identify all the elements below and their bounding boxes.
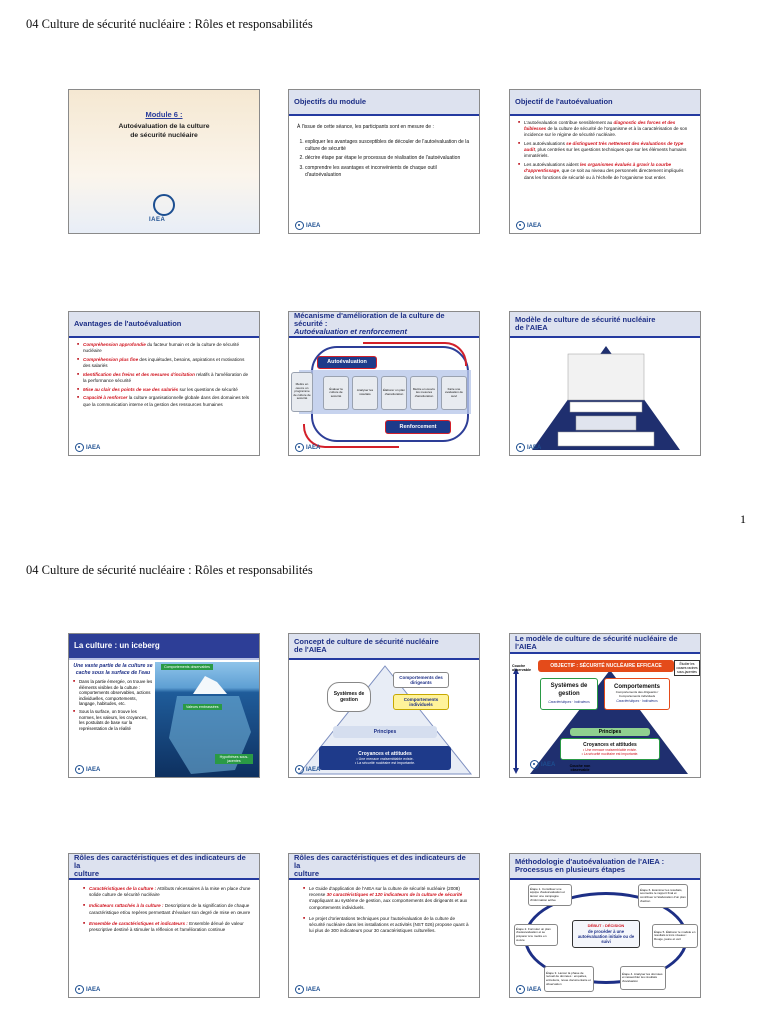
- renforcement-label: Renforcement: [385, 420, 451, 434]
- principes-band: Principes: [333, 726, 437, 738]
- slide-intro: À l'issue de cette séance, les participants sont en mesure de :: [297, 124, 434, 130]
- list-item: ■ Identification des freins et des mesures d'incitation relatifs à l'amélioration de la performance sécurité: [77, 372, 251, 384]
- cycle-step: Mettre en œuvre un programme de culture de sécurité: [291, 372, 313, 412]
- list-item: ■ Dans la partie émergée, on trouve les éléments visibles de la culture : comportements observables, actions individuelles, comportements, langage, habitudes, etc.: [73, 679, 153, 707]
- list-item: 3. comprendre les avantages et inconvénients de chaque outil d'autoévaluation: [305, 165, 471, 179]
- page-number: 1: [740, 512, 746, 526]
- slide-footer-logo: IAEA: [516, 221, 541, 230]
- slide-title: Méthodologie d'autoévaluation de l'AIEA : Processus en plusieurs étapes: [510, 854, 700, 880]
- comportements-dirigeants: Comportements des dirigeants: [393, 672, 449, 688]
- slide-title: Objectifs du module: [289, 90, 479, 116]
- list-item: ■ Les autoévaluations se distinguent très nettement des évaluations de type audit, plus centrées sur les questions techniques que sur les éléments humains immatériels.: [518, 141, 692, 160]
- couche-observable: Couche observable: [512, 664, 531, 672]
- list-item: ■ Compréhension approfondie du facteur humain et de la culture de sécurité nucléaire: [77, 342, 251, 354]
- list-item: ■ Mise au clair des points de vue des salariés sur les questions de sécurité: [77, 387, 251, 393]
- comportements: Comportements Comportements des dirigeants / Comportements individuels Caractéristiques · Indicateurs: [604, 678, 670, 710]
- iaea-logo-text: IAEA: [149, 217, 166, 223]
- iaea-logo-icon: [295, 443, 304, 452]
- process-step: Étape 2. Formuler un plan d'autoévaluation et se préparer à le mettre en œuvre: [514, 924, 558, 946]
- slide-title: Rôles des caractéristiques et des indicateurs de la culture: [289, 854, 479, 880]
- iaea-logo-icon: [295, 985, 304, 994]
- list-item: ■ Capacité à renforcer la culture organisationnelle globale dans des domaines tels que la communication interne et la gestion des ressources humaines: [77, 395, 251, 407]
- autoevaluation-label: Autoévaluation: [317, 356, 377, 369]
- objectif-banner: OBJECTIF : SÉCURITÉ NUCLÉAIRE EFFICACE: [538, 660, 674, 672]
- slide-mecanisme-amelioration: [288, 311, 480, 456]
- list-item: ■ Ensemble de caractéristiques et indicateurs : Ensemble dénué de valeur prescriptive destiné à stimuler la réflexion et l'amélioration continue: [83, 921, 251, 933]
- slide-module-6-cover: [68, 89, 260, 234]
- slide-footer-logo: IAEA: [516, 443, 541, 452]
- cycle-step: Faire une évaluation de suivi: [441, 376, 467, 410]
- slide-objectifs-module: [288, 89, 480, 234]
- iaea-logo-icon: [516, 985, 525, 994]
- page-header: 04 Culture de sécurité nucléaire : Rôles et responsabilités: [26, 17, 313, 31]
- cycle-step: Évaluer la culture de sécurité: [323, 376, 349, 410]
- list-item: ■ Sous la surface, on trouve les normes, les valeurs, les croyances, les postulats de base sur la représentation de la réalité: [73, 709, 153, 731]
- process-step: Étape 3. Lancer la phase de recueil de données : enquêtes, entretiens, revue documentaire et observation: [544, 966, 594, 992]
- return-arrow-top: [363, 342, 467, 366]
- comportements-individuels: Comportements individuels: [393, 694, 449, 710]
- concept-diagram: [289, 662, 480, 778]
- label-hypotheses-sous-jacentes: Hypothèses sous-jacentes: [215, 754, 253, 764]
- bullet-list: [73, 679, 153, 731]
- croyances-attitudes: Croyances et attitudes • Une menace vraisemblable existe. • La sécurité nucléaire est importante.: [319, 746, 451, 770]
- slide-footer-logo: IAEA: [530, 760, 555, 769]
- slide-concept-culture-aiea: [288, 633, 480, 778]
- slide-title: Mécanisme d'amélioration de la culture de sécurité : Autoévaluation et renforcement: [289, 312, 479, 338]
- slide-footer-logo: IAEA: [75, 765, 100, 774]
- slide-methodologie-autoevaluation: [509, 853, 701, 998]
- list-item: 1. expliquer les avantages susceptibles de découler de l'autoévaluation de la culture de sécurité: [305, 139, 471, 153]
- slide-modele-culture-aiea: [509, 311, 701, 456]
- objectives-list: [297, 139, 471, 179]
- slide-title: Modèle de culture de sécurité nucléaire de l'AIEA: [510, 312, 700, 338]
- process-step: Étape 5. Élaborer le modèle en résultats à trois niveaux : Rouge, jaune et vert: [652, 924, 698, 948]
- list-item: ■ Caractéristiques de la culture : Attributs nécessaires à la mise en place d'une solide culture de sécurité nucléaire: [83, 886, 251, 898]
- slide-title: Avantages de l'autoévaluation: [69, 312, 259, 338]
- iceberg-lead: Une vaste partie de la culture se cache sous la surface de l'eau: [73, 663, 153, 676]
- slide-title: La culture : un iceberg: [69, 634, 259, 660]
- list-item: ■ Le Guide d'application de l'AIEA sur la culture de sécurité nucléaire (2008) recense 30 caractéristiques et 120 indicateurs de la culture de sécurité s'appliquant au système de gestion, aux comportements des dirigeants et aux comportements individuels.: [303, 886, 471, 911]
- improvement-cycle-diagram: [289, 340, 480, 456]
- slide-footer-logo: IAEA: [295, 765, 320, 774]
- principes-band: Principes: [570, 728, 650, 736]
- bullet-list: [83, 886, 251, 933]
- slide-title: Le modèle de culture de sécurité nucléaire de l'AIEA: [510, 634, 700, 654]
- couche-non-observable: Couche non observable: [569, 764, 591, 772]
- list-item: ■ L'autoévaluation contribue sensiblement au diagnostic des forces et des faiblesses de la culture de sécurité de l'organisme et à la caractérisation de son incidence sur le régime de sécurité nucléaire.: [518, 120, 692, 139]
- list-item: ■ Le projet d'orientations techniques pour l'autoévaluation de la culture de sécurité nucléaire dans les installations et activités (NST 026) propose quant à lui plus de 300 indicateurs pour 30 caractéristiques culturelles.: [303, 916, 471, 935]
- bullet-list: [303, 886, 471, 934]
- page-header: 04 Culture de sécurité nucléaire : Rôles et responsabilités: [26, 563, 313, 577]
- slide-footer-logo: IAEA: [295, 985, 320, 994]
- slide-culture-iceberg: [68, 633, 260, 778]
- slide-footer-logo: IAEA: [295, 443, 320, 452]
- iaea-logo-icon: [153, 194, 175, 216]
- iaea-logo-icon: [295, 765, 304, 774]
- pyramid-model-diagram: [510, 340, 701, 456]
- iaea-logo-icon: [530, 760, 539, 769]
- slide-title: Concept de culture de sécurité nucléaire de l'AIEA: [289, 634, 479, 660]
- iaea-logo-icon: [516, 221, 525, 230]
- cycle-step: Analyser les résultats: [352, 376, 378, 410]
- process-step: Étape 4. Analyser les données et rassembler les résultats d'évaluation: [620, 966, 666, 990]
- slide-roles-caracteristiques-2: [288, 853, 480, 998]
- slide-objectif-autoevaluation: [509, 89, 701, 234]
- slide-title: Rôles des caractéristiques et des indicateurs de la culture: [69, 854, 259, 880]
- list-item: 2. décrire étape par étape le processus de réalisation de l'autoévaluation: [305, 155, 471, 162]
- slide-title: Objectif de l'autoévaluation: [510, 90, 700, 116]
- slide-avantages-autoevaluation: [68, 311, 260, 456]
- cycle-step: Élaborer un plan d'amélioration: [381, 376, 407, 410]
- systemes-de-gestion: Systèmes de gestion: [327, 682, 371, 712]
- slide-footer-logo: IAEA: [516, 985, 541, 994]
- iaea-logo-icon: [295, 221, 304, 230]
- bullet-list: [518, 120, 692, 181]
- process-start-box: DÉBUT : DÉCISION de procéder à une autoévaluation initiale ou de suivi: [572, 920, 640, 948]
- process-cycle-diagram: [510, 882, 701, 998]
- list-item: ■ Indicateurs rattachés à la culture : Descriptions de la signification de chaque caractéristique et/ou repères permettant d'évaluer son degré de mise en œuvre: [83, 903, 251, 915]
- bullet-list: [77, 342, 251, 408]
- slide-footer-logo: IAEA: [75, 985, 100, 994]
- label-comportements-observables: Comportements observables: [161, 664, 213, 670]
- systemes-de-gestion: Systèmes de gestion Caractéristiques · Indicateurs: [540, 678, 598, 710]
- label-valeurs-embrassees: Valeurs embrassées: [183, 704, 222, 710]
- iaea-logo-icon: [75, 443, 84, 452]
- process-step: Étape 6. Examiner les résultats, soumettre le rapport final et contribuer à l'élaboration d'un plan d'action: [638, 884, 688, 908]
- slide-title: Autoévaluation de la culture de sécurité nucléaire: [118, 123, 210, 139]
- iaea-logo-icon: [75, 765, 84, 774]
- slide-footer-logo: IAEA: [75, 443, 100, 452]
- croyances-attitudes: Croyances et attitudes • Une menace vraisemblable existe. • La sécurité nucléaire est importante.: [560, 738, 660, 760]
- module-label: Module 6 :: [145, 110, 183, 119]
- list-item: ■ Compréhension plus fine des inquiétudes, besoins, aspirations et motivations des salariés: [77, 357, 251, 369]
- slide-footer-logo: IAEA: [295, 221, 320, 230]
- cycle-step: Mettre en œuvre les mesures d'amélioration: [410, 376, 438, 410]
- iaea-logo-icon: [516, 443, 525, 452]
- process-step: Étape 1. Constituer une équipe d'autoévaluation et lancer une campagne d'information active: [528, 884, 572, 906]
- causes-racines-note: Étudier les causes racines sous-jacentes: [674, 660, 700, 676]
- list-item: ■ Les autoévaluations aident les organismes évalués à gravir la courbe d'apprentissage, que ce soit au niveau des personnels directement impliqués dans les fonctions de sécurité ou à l'échelle de l'organisme tout entier.: [518, 162, 692, 181]
- iaea-logo-icon: [75, 985, 84, 994]
- iceberg-image: [155, 662, 260, 778]
- slide-modele-culture-detail: [509, 633, 701, 778]
- slide-roles-caracteristiques-1: [68, 853, 260, 998]
